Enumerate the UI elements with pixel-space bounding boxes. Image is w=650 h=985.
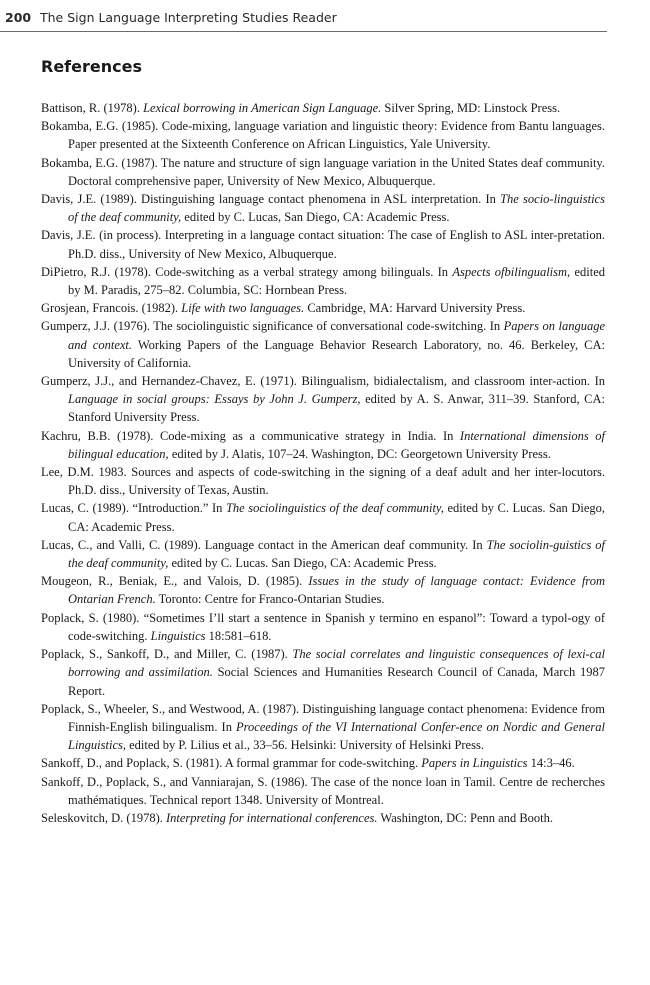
reference-text: Social Sciences and Humanities Research Council of Canada, March 1987 Report. — [68, 665, 605, 698]
reference-text: Grosjean, Francois. (1982). — [41, 301, 182, 316]
reference-text: Sankoff, D., Poplack, S., and Vanniarajan, S. (1986). The case of the nonce loan in Tamil. Centre de recherches mathématiques. Technical report 1348. University of Montreal. — [41, 774, 605, 807]
reference-text: Working Papers of the Language Behavior Research Laboratory, no. 46. Berkeley, CA: University of California. — [68, 337, 606, 370]
reference-text: edited by M. Paradis, 275–82. Columbia, SC: Hornbean Press. — [68, 264, 605, 298]
reference-text: Toronto: Centre for Franco-Ontarian Studies. — [155, 592, 385, 607]
reference-italic-title: Interpreting for international conferences. — [165, 810, 378, 825]
reference-italic-title: Lexical borrowing in American Sign Language. — [143, 101, 382, 115]
reference-list — [41, 99, 605, 827]
reference-text: Seleskovitch, D. (1978). — [41, 810, 166, 825]
reference-entry — [41, 754, 605, 772]
reference-text: Davis, J.E. (in process). Interpreting in a language contact situation: The case of English to ASL inter-pretation. Ph.D. diss., University of New Mexico, Albuquerque. — [41, 228, 605, 261]
reference-text: Gumperz, J.J. (1976). The sociolinguistic significance of conversational code-switching. In — [41, 319, 504, 334]
reference-italic-title: The socio-linguistics of the deaf community, — [68, 192, 605, 225]
reference-italic-title: Papers on language and context. — [68, 319, 606, 352]
reference-text: edited by J. Alatis, 107–24. Washington, DC: Georgetown University Press. — [168, 446, 551, 461]
reference-text: Lee, D.M. 1983. Sources and aspects of code-switching in the signing of a deaf adult and her inter-locutors. Ph.D. diss., University of Texas, Austin. — [41, 465, 605, 498]
reference-entry — [41, 427, 605, 463]
reference-entry — [41, 317, 605, 372]
reference-entry — [41, 299, 605, 317]
reference-text: 18:581–618. — [205, 628, 272, 643]
reference-italic-title: The social correlates and linguistic consequences of lexi-cal borrowing and assimilation. — [68, 647, 605, 680]
reference-italic-title: The sociolin-guistics of the deaf community, — [68, 537, 605, 571]
reference-italic-title: International dimensions of bilingual education, — [68, 428, 605, 461]
reference-text: Kachru, B.B. (1978). Code-mixing as a communicative strategy in India. In — [41, 428, 460, 443]
reference-entry — [41, 226, 605, 262]
reference-italic-title: Proceedings of the VI International Confer-ence on Nordic and General Linguistics, — [68, 719, 605, 753]
reference-italic-title: Issues in the study of language contact: Evidence from Ontarian French. — [68, 574, 605, 607]
reference-entry — [41, 645, 605, 700]
reference-entry — [41, 700, 605, 755]
reference-text: edited by C. Lucas. San Diego, CA: Academic Press. — [68, 501, 605, 534]
reference-entry — [41, 773, 605, 809]
reference-entry — [41, 609, 605, 645]
reference-text: Poplack, S., Wheeler, S., and Westwood, A. (1987). Distinguishing language contact phenomena: Evidence from Finnish-English bilingualism. In — [41, 701, 605, 734]
reference-text: edited by C. Lucas, San Diego, CA: Academic Press. — [181, 210, 450, 225]
reference-entry — [41, 263, 605, 299]
reference-entry — [41, 572, 605, 608]
reference-text: Silver Spring, MD: Linstock Press. — [381, 101, 561, 115]
reference-entry — [41, 154, 605, 190]
reference-italic-title: The sociolinguistics of the deaf community, — [225, 501, 444, 516]
reference-text: Davis, J.E. (1989). Distinguishing language contact phenomena in ASL interpretation. In — [41, 192, 501, 207]
page-number: 200 — [5, 10, 32, 25]
reference-text: Sankoff, D., and Poplack, S. (1981). A formal grammar for code-switching. — [41, 756, 422, 771]
reference-text: edited by A. S. Anwar, 311–39. Stanford, CA: Stanford University Press. — [68, 392, 605, 425]
reference-italic-title: Language in social groups: Essays by John J. Gumperz, — [68, 392, 361, 407]
book-title: The Sign Language Interpreting Studies Reader — [40, 10, 337, 25]
reference-entry — [41, 463, 605, 499]
reference-italic-title: Life with two languages. — [181, 301, 305, 316]
reference-text: Lucas, C. (1989). “Introduction.” In — [41, 501, 226, 516]
reference-italic-title: Aspects ofbilingualism, — [452, 264, 571, 279]
reference-text: Poplack, S., Sankoff, D., and Miller, C. (1987). — [41, 647, 293, 662]
reference-entry — [41, 99, 605, 117]
reference-text: DiPietro, R.J. (1978). Code-switching as a verbal strategy among bilinguals. In — [41, 264, 453, 279]
reference-text: Gumperz, J.J., and Hernandez-Chavez, E. (1971). Bilingualism, bidialectalism, and classroom inter-action. In — [41, 374, 605, 389]
section-title: References — [41, 57, 142, 76]
reference-entry — [41, 372, 605, 427]
reference-text: Battison, R. (1978). — [41, 101, 144, 115]
reference-entry — [41, 536, 605, 572]
reference-text: Cambridge, MA: Harvard University Press. — [304, 301, 526, 316]
reference-text: Bokamba, E.G. (1985). Code-mixing, language variation and linguistic theory: Evidence from Bantu languages. Paper presented at the Sixteenth Conference on African Linguistics, Yale University. — [41, 119, 605, 152]
running-header — [0, 9, 607, 32]
reference-text: Bokamba, E.G. (1987). The nature and structure of sign language variation in the United States deaf community. Doctoral comprehensive paper, University of New Mexico, Albuquerque. — [41, 155, 605, 188]
reference-text: Mougeon, R., Beniak, E., and Valois, D. (1985). — [41, 574, 309, 589]
reference-italic-title: Papers in Linguistics — [421, 756, 528, 771]
reference-entry — [41, 117, 605, 153]
reference-text: edited by P. Lilius et al., 33–56. Helsinki: University of Helsinki Press. — [126, 738, 484, 753]
reference-text: 14:3–46. — [527, 756, 575, 771]
reference-entry — [41, 499, 605, 535]
reference-text: Lucas, C., and Valli, C. (1989). Language contact in the American deaf community. In — [41, 537, 487, 552]
reference-text: Poplack, S. (1980). “Sometimes I’ll start a sentence in Spanish y termino en espanol”: Toward a typol-ogy of code-switching. — [41, 610, 605, 643]
reference-text: Washington, DC: Penn and Booth. — [377, 810, 554, 825]
reference-text: edited by C. Lucas. San Diego, CA: Academic Press. — [168, 556, 437, 571]
reference-italic-title: Linguistics — [150, 628, 206, 643]
reference-entry — [41, 190, 605, 226]
reference-entry — [41, 809, 605, 827]
